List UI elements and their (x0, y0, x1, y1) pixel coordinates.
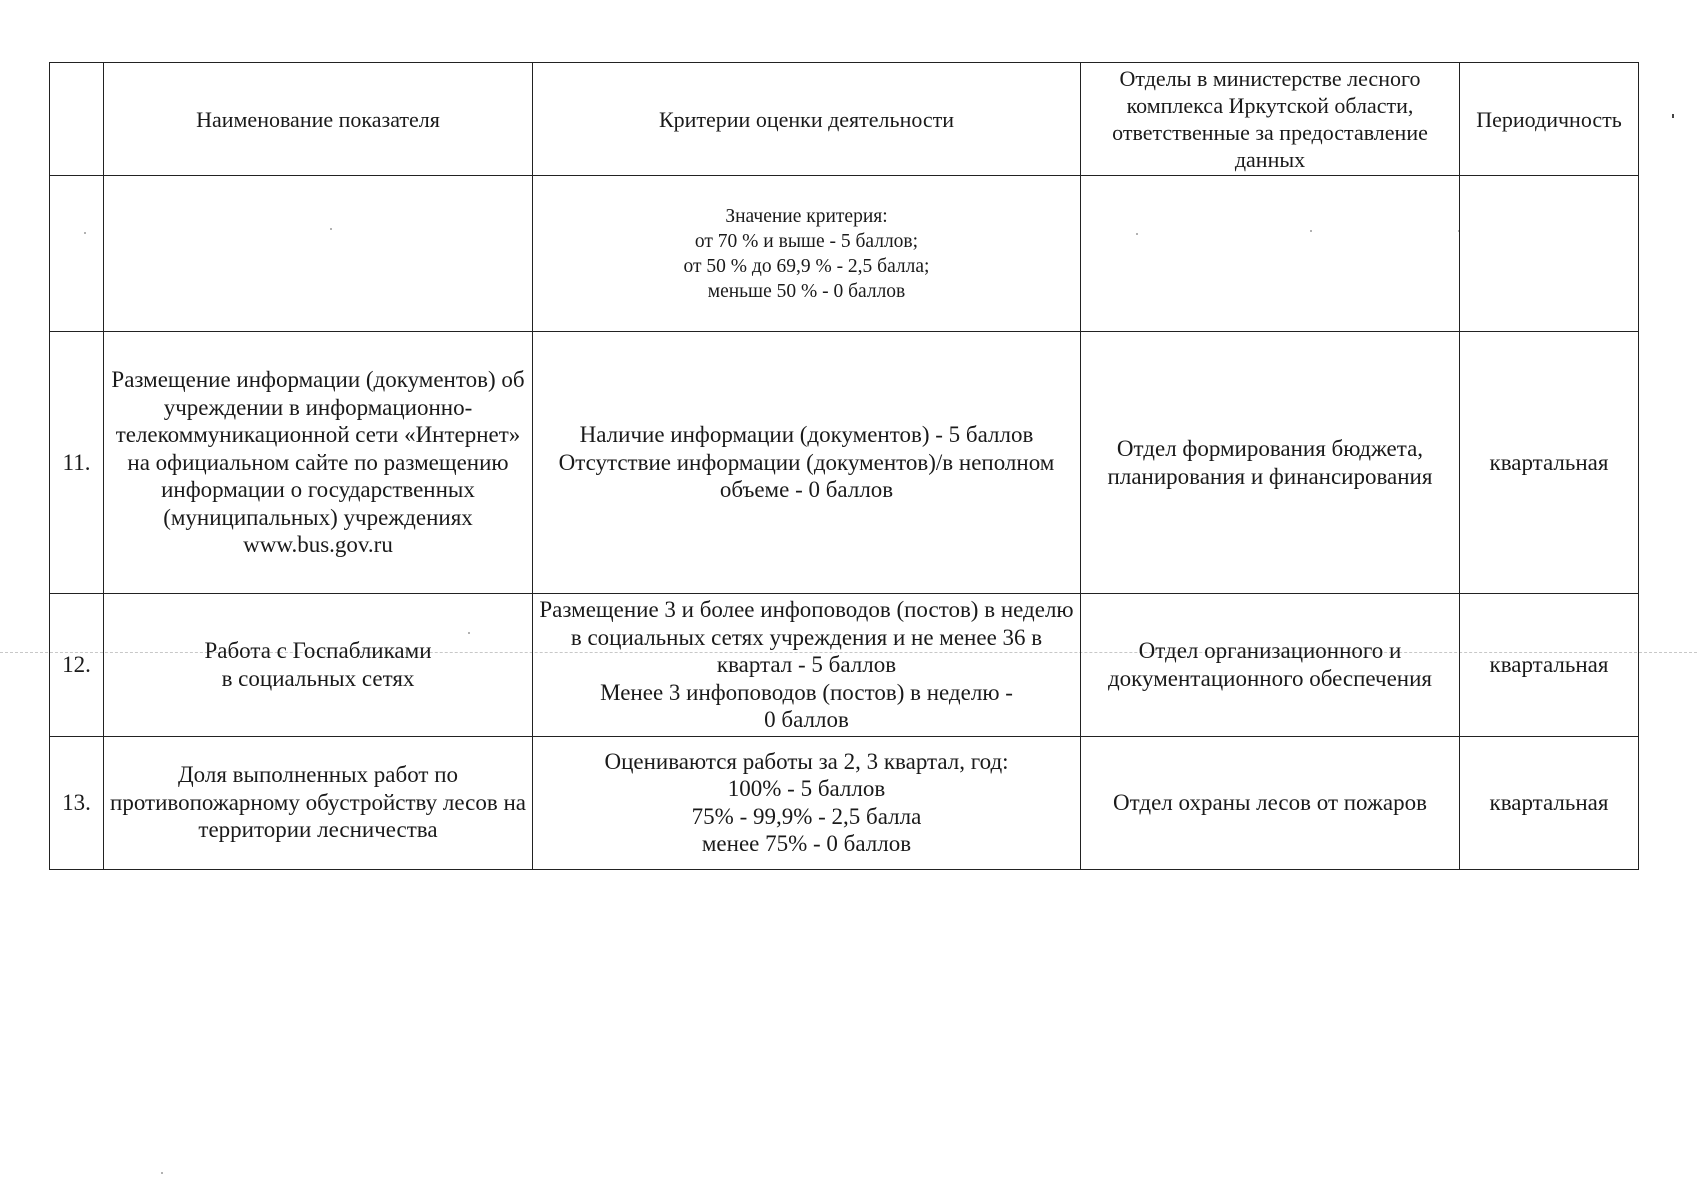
criteria-text: Значение критерия: от 70 % и выше - 5 баллов; от 50 % до 69,9 % - 2,5 балла; меньше 50 % - 0 баллов (533, 176, 1081, 332)
table-row (50, 176, 1639, 332)
indicator-name: Работа с Госпабликами в социальных сетях (104, 594, 533, 737)
periodicity (1460, 176, 1639, 332)
periodicity: квартальная (1460, 594, 1639, 737)
table-row (50, 736, 1639, 869)
periodicity: квартальная (1460, 332, 1639, 594)
responsible-department (1081, 176, 1460, 332)
indicator-name: Размещение информации (документов) об учреждении в информационно-телекоммуникационной сети «Интернет» на официальном сайте по размещению информации о государственных (муниципальных) учреждениях www.bus.gov.ru (104, 332, 533, 594)
margin-mark (1672, 114, 1674, 118)
responsible-department: Отдел охраны лесов от пожаров (1081, 736, 1460, 869)
indicator-name: Доля выполненных работ по противопожарному обустройству лесов на территории лесничества (104, 736, 533, 869)
header-number (50, 63, 104, 176)
criteria-text: Оцениваются работы за 2, 3 квартал, год: 100% - 5 баллов 75% - 99,9% - 2,5 балла менее 75% - 0 баллов (533, 736, 1081, 869)
row-number: 13. (50, 736, 104, 869)
header-departments: Отделы в министерстве лесного комплекса Иркутской области, ответственные за предоставление данных (1081, 63, 1460, 176)
table-row (50, 594, 1639, 737)
responsible-department: Отдел формирования бюджета, планирования и финансирования (1081, 332, 1460, 594)
indicator-name (104, 176, 533, 332)
criteria-text: Наличие информации (документов) - 5 баллов Отсутствие информации (документов)/в неполном объеме - 0 баллов (533, 332, 1081, 594)
header-criteria: Критерии оценки деятельности (533, 63, 1081, 176)
header-indicator-name: Наименование показателя (104, 63, 533, 176)
scan-speck (161, 1172, 163, 1174)
criteria-table (49, 62, 1639, 870)
criteria-text: Размещение 3 и более инфоповодов (постов) в неделю в социальных сетях учреждения и не менее 36 в квартал - 5 баллов Менее 3 инфоповодов (постов) в неделю - 0 баллов (533, 594, 1081, 737)
row-number (50, 176, 104, 332)
table-row (50, 332, 1639, 594)
periodicity: квартальная (1460, 736, 1639, 869)
responsible-department: Отдел организационного и документационного обеспечения (1081, 594, 1460, 737)
row-number: 11. (50, 332, 104, 594)
table-header-row (50, 63, 1639, 176)
row-number: 12. (50, 594, 104, 737)
header-periodicity: Периодичность (1460, 63, 1639, 176)
